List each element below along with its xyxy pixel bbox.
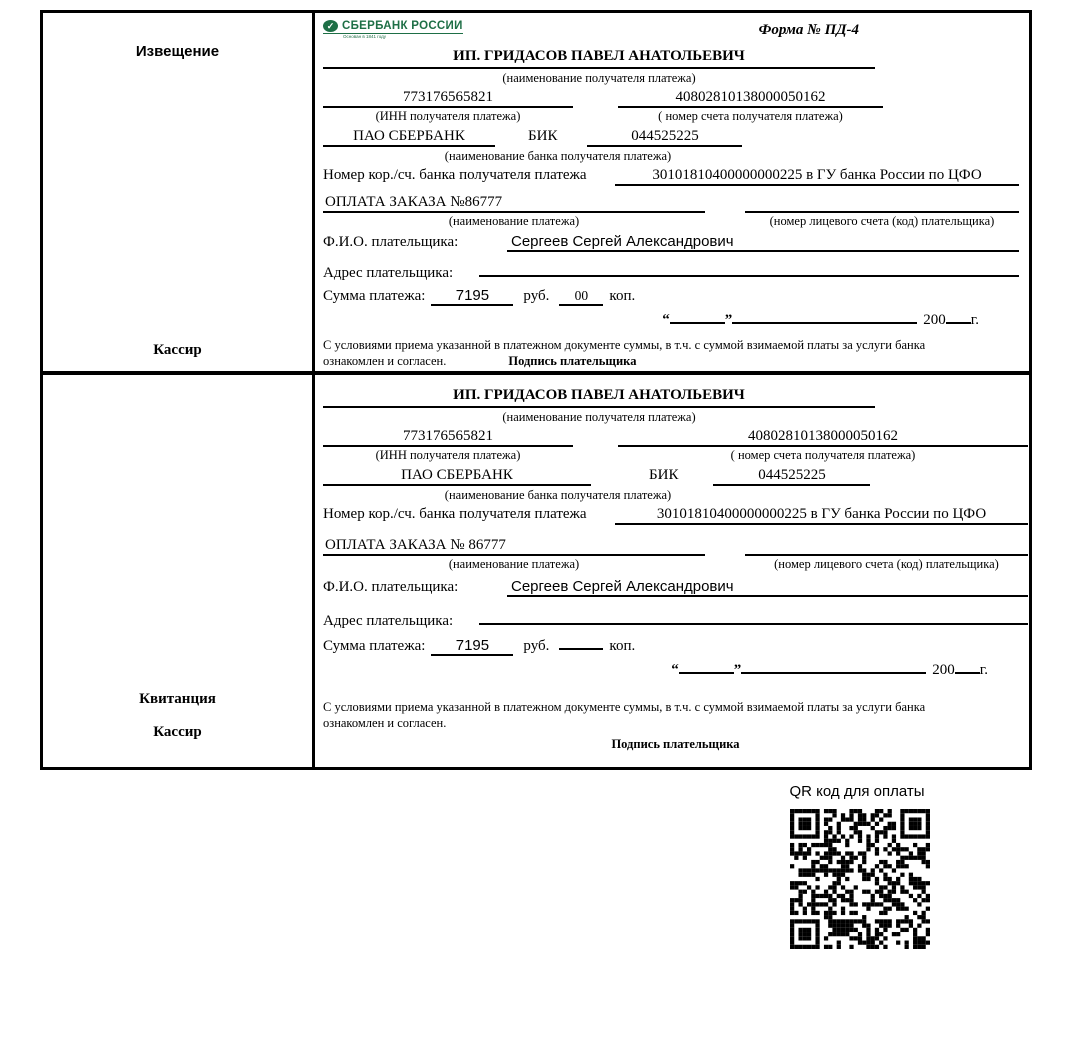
recipient-caption-2: (наименование получателя платежа)	[502, 410, 696, 424]
date-year-suffix-2: г.	[979, 662, 988, 678]
date-year-prefix-2: 200	[932, 662, 955, 678]
qr-payment-block	[782, 783, 932, 954]
date-day-blank	[670, 322, 725, 324]
stub-label-receipt: Квитанция	[139, 691, 216, 707]
qr-label: QR код для оплаты	[789, 783, 925, 800]
sberbank-logo-subtext: Основан в 1841 году	[343, 34, 387, 39]
sberbank-logo-main	[323, 20, 463, 34]
payment-name-caption: (наименование платежа)	[448, 214, 580, 228]
recipient-block-2	[323, 387, 875, 426]
form-number-label: Форма № ПД-4	[758, 22, 859, 38]
corr-account-value: 30101810400000000225 в ГУ банка России по ЦФО	[615, 167, 1019, 186]
sberbank-logo	[323, 20, 463, 39]
kop-label: коп.	[609, 288, 636, 304]
date-year-suffix: г.	[970, 312, 979, 328]
receipt-stub-column	[43, 375, 315, 767]
inn-caption: (ИНН получателя платежа)	[375, 109, 521, 123]
payer-address-row-2	[323, 606, 1028, 630]
bik-label-2: БИК	[649, 467, 679, 483]
personal-account-blank-line-2	[745, 554, 1028, 556]
stub-label-cashier: Кассир	[153, 342, 202, 358]
payer-address-label-2: Адрес плательщика:	[323, 613, 454, 629]
agreement-line1-2: С условиями приема указанной в платежном документе суммы, в т.ч. с суммой взимаемой платы за услуги банка	[323, 700, 926, 714]
inn-value: 773176565821	[323, 89, 573, 108]
notice-stub-column	[43, 13, 315, 371]
payer-address-row	[323, 258, 1019, 282]
inn-account-row-2	[323, 428, 1028, 447]
amount-rub-value: 7195	[431, 287, 513, 306]
agreement-line2-row	[323, 353, 1019, 369]
payment-name-row-2	[323, 537, 1028, 556]
payment-name-value: ОПЛАТА ЗАКАЗА №86777	[323, 194, 705, 213]
rub-label: руб.	[523, 288, 550, 304]
agreement-text-2	[323, 699, 1028, 752]
payer-signature-label-2: Подпись плательщика	[611, 736, 740, 751]
payer-name-row-2	[323, 578, 1028, 597]
payment-captions-row	[323, 214, 1019, 229]
account-caption-2: ( номер счета получателя платежа)	[730, 448, 916, 462]
personal-account-caption-2: (номер лицевого счета (код) плательщика)	[774, 557, 999, 571]
inn-caption-2: (ИНН получателя платежа)	[375, 448, 521, 462]
date-year-blank-2	[955, 672, 980, 674]
inn-account-captions-2	[323, 448, 1028, 463]
agreement-line2-2: ознакомлен и согласен.	[323, 716, 447, 731]
amount-rub-value-2: 7195	[431, 637, 513, 656]
date-quote-close: ”	[724, 312, 733, 328]
notice-header-row	[323, 20, 1019, 48]
amount-row	[323, 287, 1019, 306]
bik-value: 044525225	[587, 128, 742, 147]
payment-captions-row-2	[323, 557, 1028, 572]
payer-address-value-2	[479, 606, 1028, 625]
payer-address-value	[479, 258, 1019, 277]
payment-name-row	[323, 194, 1019, 213]
sberbank-logo-text: СБЕРБАНК РОССИИ	[342, 20, 463, 32]
amount-label-2: Сумма платежа:	[323, 638, 426, 654]
inn-value-2: 773176565821	[323, 428, 573, 447]
personal-account-blank-line	[745, 211, 1019, 213]
agreement-line2: ознакомлен и согласен.	[323, 354, 447, 369]
payer-name-row	[323, 233, 1019, 252]
date-row	[323, 312, 1019, 329]
amount-kop-value: 00	[559, 288, 603, 306]
stub-label-notice: Извещение	[135, 43, 220, 60]
account-value: 40802810138000050162	[618, 89, 883, 108]
payer-signature-label: Подпись плательщика	[508, 354, 637, 369]
recipient-block	[323, 48, 875, 87]
stub-label-cashier-2: Кассир	[153, 724, 202, 740]
amount-kop-value-2	[559, 648, 603, 650]
date-row-2	[323, 662, 1028, 679]
agreement-line1: С условиями приема указанной в платежном документе суммы, в т.ч. с суммой взимаемой платы за услуги банка	[323, 338, 926, 352]
date-quote-close-2: ”	[733, 662, 742, 678]
date-year-prefix: 200	[923, 312, 946, 328]
corr-account-value-2: 30101810400000000225 в ГУ банка России по ЦФО	[615, 506, 1028, 525]
bank-caption-2: (наименование банка получателя платежа)	[444, 488, 672, 502]
date-month-blank-2	[741, 672, 926, 674]
corr-account-row	[323, 167, 1019, 186]
payer-address-label: Адрес плательщика:	[323, 265, 454, 281]
corr-account-label-2: Номер кор./сч. банка получателя платежа	[323, 506, 587, 522]
date-quote-open: “	[662, 312, 670, 328]
kop-label-2: коп.	[609, 638, 636, 654]
payment-form-box	[40, 10, 1032, 770]
payment-name-value-2: ОПЛАТА ЗАКАЗА № 86777	[323, 537, 705, 556]
corr-account-row-2	[323, 506, 1028, 525]
notice-section	[43, 13, 1029, 371]
bank-row-2	[323, 467, 1028, 486]
recipient-caption: (наименование получателя платежа)	[502, 71, 696, 85]
payment-name-caption-2: (наименование платежа)	[448, 557, 580, 571]
date-month-blank	[732, 322, 917, 324]
payer-name-value-2: Сергеев Сергей Александрович	[507, 578, 1028, 597]
amount-label: Сумма платежа:	[323, 288, 426, 304]
account-caption: ( номер счета получателя платежа)	[658, 109, 843, 123]
inn-account-captions	[323, 109, 1019, 124]
bank-row	[323, 128, 1019, 147]
date-year-blank	[946, 322, 971, 324]
rub-label-2: руб.	[523, 638, 550, 654]
date-day-blank-2	[679, 672, 734, 674]
payer-name-label-2: Ф.И.О. плательщика:	[323, 579, 459, 595]
bank-name-value: ПАО СБЕРБАНК	[323, 128, 495, 147]
date-quote-open-2: “	[671, 662, 679, 678]
amount-row-2	[323, 637, 1028, 656]
bank-name-value-2: ПАО СБЕРБАНК	[323, 467, 591, 486]
account-value-2: 40802810138000050162	[618, 428, 1028, 447]
receipt-content-column	[315, 375, 1038, 767]
personal-account-caption: (номер лицевого счета (код) плательщика)	[769, 214, 995, 228]
agreement-text	[323, 337, 1019, 370]
payer-name-label: Ф.И.О. плательщика:	[323, 234, 459, 250]
bik-value-2: 044525225	[713, 467, 870, 486]
bank-caption: (наименование банка получателя платежа)	[444, 149, 672, 163]
bik-label: БИК	[528, 128, 558, 144]
payer-name-value: Сергеев Сергей Александрович	[507, 233, 1019, 252]
recipient-name-2: ИП. ГРИДАСОВ ПАВЕЛ АНАТОЛЬЕВИЧ	[323, 387, 875, 408]
recipient-name: ИП. ГРИДАСОВ ПАВЕЛ АНАТОЛЬЕВИЧ	[323, 48, 875, 69]
sberbank-emblem-icon: ✓	[323, 20, 338, 32]
notice-content-column	[315, 13, 1029, 371]
qr-code-image	[790, 809, 930, 949]
inn-account-row	[323, 89, 1019, 108]
corr-account-label: Номер кор./сч. банка получателя платежа	[323, 167, 587, 183]
receipt-section	[43, 371, 1029, 767]
